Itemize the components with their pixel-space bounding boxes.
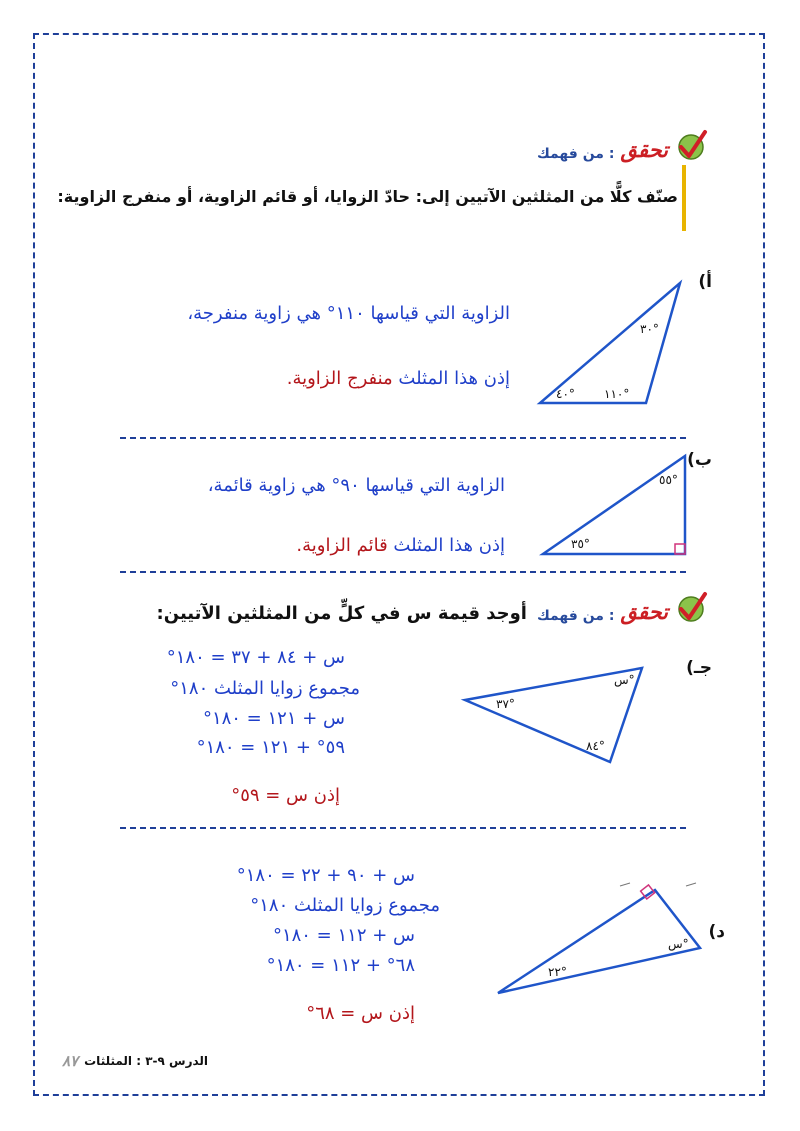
problem-d-step4 bbox=[267, 955, 415, 976]
angle-d-left: ٢٢° bbox=[548, 965, 567, 979]
angle-b-top: ٥٥° bbox=[659, 473, 678, 487]
problem-c-step2: مجموع زوايا المثلث ١٨٠° bbox=[170, 678, 360, 699]
problem-d-step1: س + ٩٠ + ٢٢ = ١٨٠° bbox=[236, 865, 415, 886]
page-footer bbox=[62, 1052, 208, 1070]
check-title: تحقق bbox=[620, 137, 668, 162]
footer-page-number: ٨٧ bbox=[62, 1052, 79, 1070]
separator bbox=[120, 827, 686, 829]
triangle-d bbox=[490, 878, 710, 1003]
find-x-instruction: أوجد قيمة س في كلٍّ من المثلثين الآتيين: bbox=[156, 603, 527, 624]
problem-label-c: جـ) bbox=[686, 658, 712, 678]
angle-c-top: س° bbox=[614, 673, 635, 687]
angle-d-right: س° bbox=[668, 937, 689, 951]
checkmark-icon bbox=[674, 128, 708, 162]
problem-a-line2 bbox=[287, 368, 510, 389]
angle-b-bottom-left: ٣٥° bbox=[571, 537, 590, 551]
check-subtitle: من فهمك : bbox=[536, 608, 615, 624]
gold-accent-bar bbox=[682, 165, 686, 231]
problem-label-a: أ) bbox=[698, 272, 712, 292]
angle-a-top: ٣٠° bbox=[640, 322, 659, 336]
angle-a-bottom-right: ١١٠° bbox=[604, 387, 630, 401]
problem-d-answer: إذن س = ٦٨° bbox=[306, 1003, 415, 1024]
problem-b-line1: الزاوية التي قياسها ٩٠° هي زاوية قائمة، bbox=[207, 475, 505, 496]
problem-d-step2: مجموع زوايا المثلث ١٨٠° bbox=[250, 895, 440, 916]
check-understanding-header-2 bbox=[157, 590, 708, 624]
triangle-b bbox=[535, 448, 695, 563]
problem-c-step4 bbox=[197, 737, 345, 758]
problem-c-answer: إذن س = ٥٩° bbox=[231, 785, 340, 806]
problem-a-conclusion-prefix: إذن هذا المثلث bbox=[398, 368, 510, 389]
problem-label-d: د) bbox=[708, 922, 725, 942]
problem-c-step1: س + ٨٤ + ٣٧ = ١٨٠° bbox=[166, 647, 345, 668]
problem-a-answer: منفرج الزاوية. bbox=[286, 368, 393, 389]
problem-a-line1: الزاوية التي قياسها ١١٠° هي زاوية منفرجة، bbox=[187, 303, 510, 324]
problem-b-conclusion-prefix: إذن هذا المثلث bbox=[393, 535, 505, 556]
problem-c-step3: س + ١٢١ = ١٨٠° bbox=[202, 708, 345, 729]
problem-b-line2 bbox=[296, 535, 505, 556]
check-title: تحقق bbox=[620, 599, 668, 624]
classify-instruction: صنّف كلًّا من المثلثين الآتيين إلى: حادّ الزوايا، أو قائم الزاوية، أو منفرج الزاوية: bbox=[57, 187, 678, 206]
angle-c-left: ٣٧° bbox=[496, 697, 515, 711]
triangle-a bbox=[530, 275, 690, 410]
angle-c-bottom: ٨٤° bbox=[586, 739, 605, 753]
problem-label-b: ب) bbox=[687, 450, 712, 470]
check-understanding-header-1 bbox=[537, 128, 708, 162]
footer-lesson: الدرس ٩-٣ : المثلثات bbox=[84, 1054, 209, 1068]
checkmark-icon bbox=[674, 590, 708, 624]
separator bbox=[120, 437, 686, 439]
problem-c-step4-text: ٥٩° + ١٢١ = ١٨٠° bbox=[196, 737, 345, 758]
problem-d-step3: س + ١١٢ = ١٨٠° bbox=[272, 925, 415, 946]
problem-d-step4-text: ٦٨° + ١١٢ = ١٨٠° bbox=[266, 955, 415, 976]
separator bbox=[120, 571, 686, 573]
problem-b-answer: قائم الزاوية. bbox=[296, 535, 388, 556]
triangle-c bbox=[460, 660, 660, 770]
check-subtitle: من فهمك : bbox=[536, 146, 615, 162]
angle-a-bottom-left: ٤٠° bbox=[556, 387, 575, 401]
